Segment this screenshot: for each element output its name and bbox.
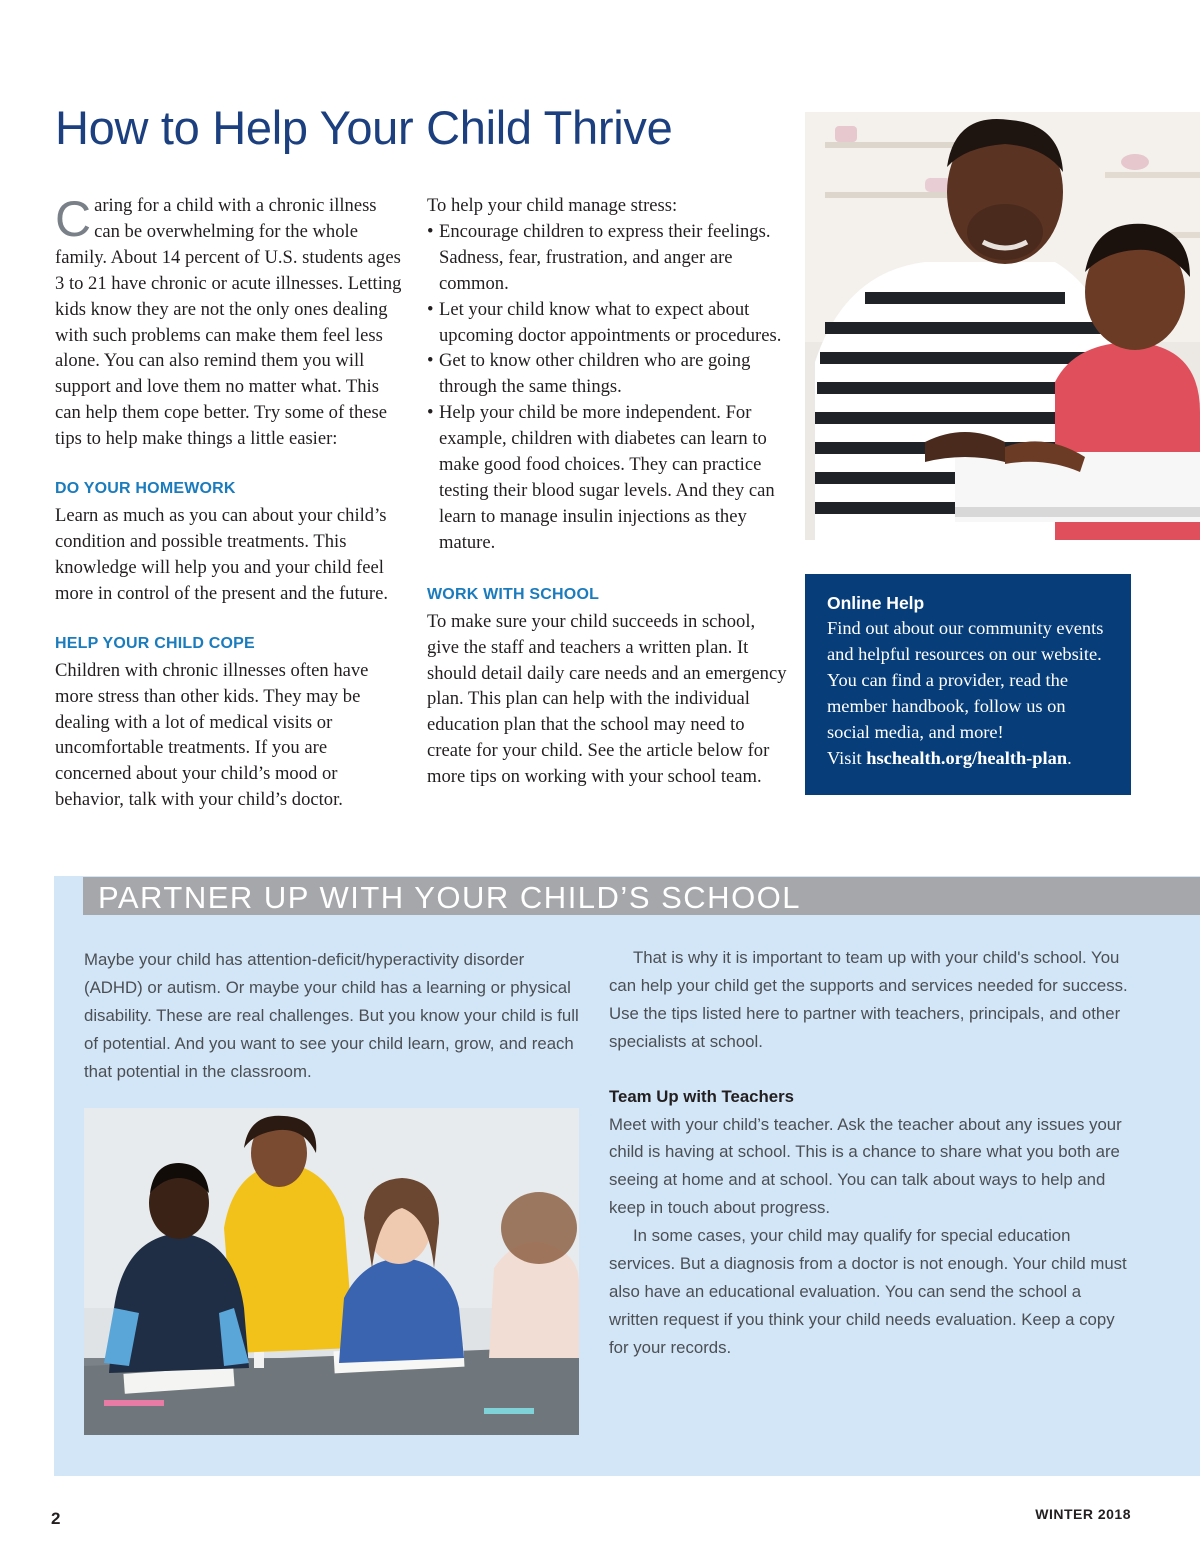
article-column-1 — [55, 193, 405, 813]
article-title: How to Help Your Child Thrive — [55, 101, 673, 154]
classroom-photo — [84, 1108, 579, 1435]
issue-label: WINTER 2018 — [1035, 1506, 1131, 1522]
teachers-text: Meet with your child’s teacher. Ask the teacher about any issues your child is having at school. This is a chance to share what you both are seeing at home and at school. You can talk about ways to help and keep in touch about progress. — [609, 1114, 1122, 1218]
partner-paragraph-2: That is why it is important to team up with your child's school. You can help your child get the supports and services needed for success. Use the tips listed here to partner with teachers, principals, and other specialists at school. — [609, 948, 1128, 1051]
online-help-body: Find out about our community events and helpful resources on our website. You can find a provider, read the member handbook, follow us on social media, and more! — [827, 618, 1104, 742]
health-plan-link[interactable]: hschealth.org/health-plan — [866, 747, 1068, 768]
visit-label: Visit — [827, 747, 862, 768]
cope-heading: HELP YOUR CHILD COPE — [55, 634, 255, 652]
special-ed-text: In some cases, your child may qualify for special education services. But a diagnosis from a doctor is not enough. Your child must also have an educational evaluation. You can send the school a written request if you think your child needs evaluation. Keep a copy for your records. — [609, 1226, 1127, 1357]
page-number: 2 — [51, 1509, 61, 1528]
link-period: . — [1067, 747, 1072, 768]
partner-intro: Maybe your child has attention-deficit/hyperactivity disorder (ADHD) or autism. Or maybe your child has a learning or physical disability. These are real challenges. But you know your child is full of potential. And you want to see your child learn, grow, and reach that potential in the classroom. — [84, 950, 579, 1081]
stress-tips-list — [427, 219, 787, 556]
drop-cap: C — [55, 191, 92, 247]
list-item: • Help your child be more independent. For example, children with diabetes can learn to make good food choices. They can practice testing their blood sugar levels. And they can learn to manage insulin injections as they mature. — [427, 400, 787, 555]
partner-column-2 — [609, 944, 1129, 1362]
intro-paragraph — [55, 193, 405, 452]
teachers-heading: Team Up with Teachers — [609, 1086, 794, 1106]
list-item: • Let your child know what to expect about upcoming doctor appointments or procedures. — [427, 297, 787, 349]
father-son-laptop-photo — [805, 112, 1200, 540]
partner-column-1 — [84, 946, 579, 1086]
stress-intro: To help your child manage stress: — [427, 195, 678, 216]
online-help-heading: Online Help — [827, 593, 925, 613]
online-help-box — [805, 574, 1131, 795]
list-item: • Encourage children to express their feelings. Sadness, fear, frustration, and anger are common. — [427, 219, 787, 297]
list-item: • Get to know other children who are going through the same things. — [427, 348, 787, 400]
school-heading: WORK WITH SCHOOL — [427, 585, 600, 603]
online-help-text — [827, 616, 1109, 771]
homework-text: Learn as much as you can about your child’s condition and possible treatments. This knowledge will help you and your child feel more in control of the present and the future. — [55, 505, 389, 604]
school-text: To make sure your child succeeds in school, give the staff and teachers a written plan. It should detail daily care needs and an emergency plan. This plan can help with the individual education plan that the school may need to create for your child. See the article below for more tips on working with your school team. — [427, 610, 787, 788]
article-column-2 — [427, 193, 787, 790]
cope-text: Children with chronic illnesses often have more stress than other kids. They may be dealing with a lot of medical visits or uncomfortable treatments. If you are concerned about your child’s mood or behavior, talk with your child’s doctor. — [55, 659, 369, 811]
intro-text: aring for a child with a chronic illness can be overwhelming for the whole family. About 14 percent of U.S. students ages 3 to 21 have chronic or acute illnesses. Letting kids know they are not the only ones dealing with such problems can make them feel less alone. You can also remind them you will support and love them no matter what. This can help them cope better. Try some of these tips to help make things a little easier: — [55, 195, 402, 450]
homework-heading: DO YOUR HOMEWORK — [55, 480, 236, 498]
partner-section-title: PARTNER UP WITH YOUR CHILD’S SCHOOL — [98, 880, 802, 915]
